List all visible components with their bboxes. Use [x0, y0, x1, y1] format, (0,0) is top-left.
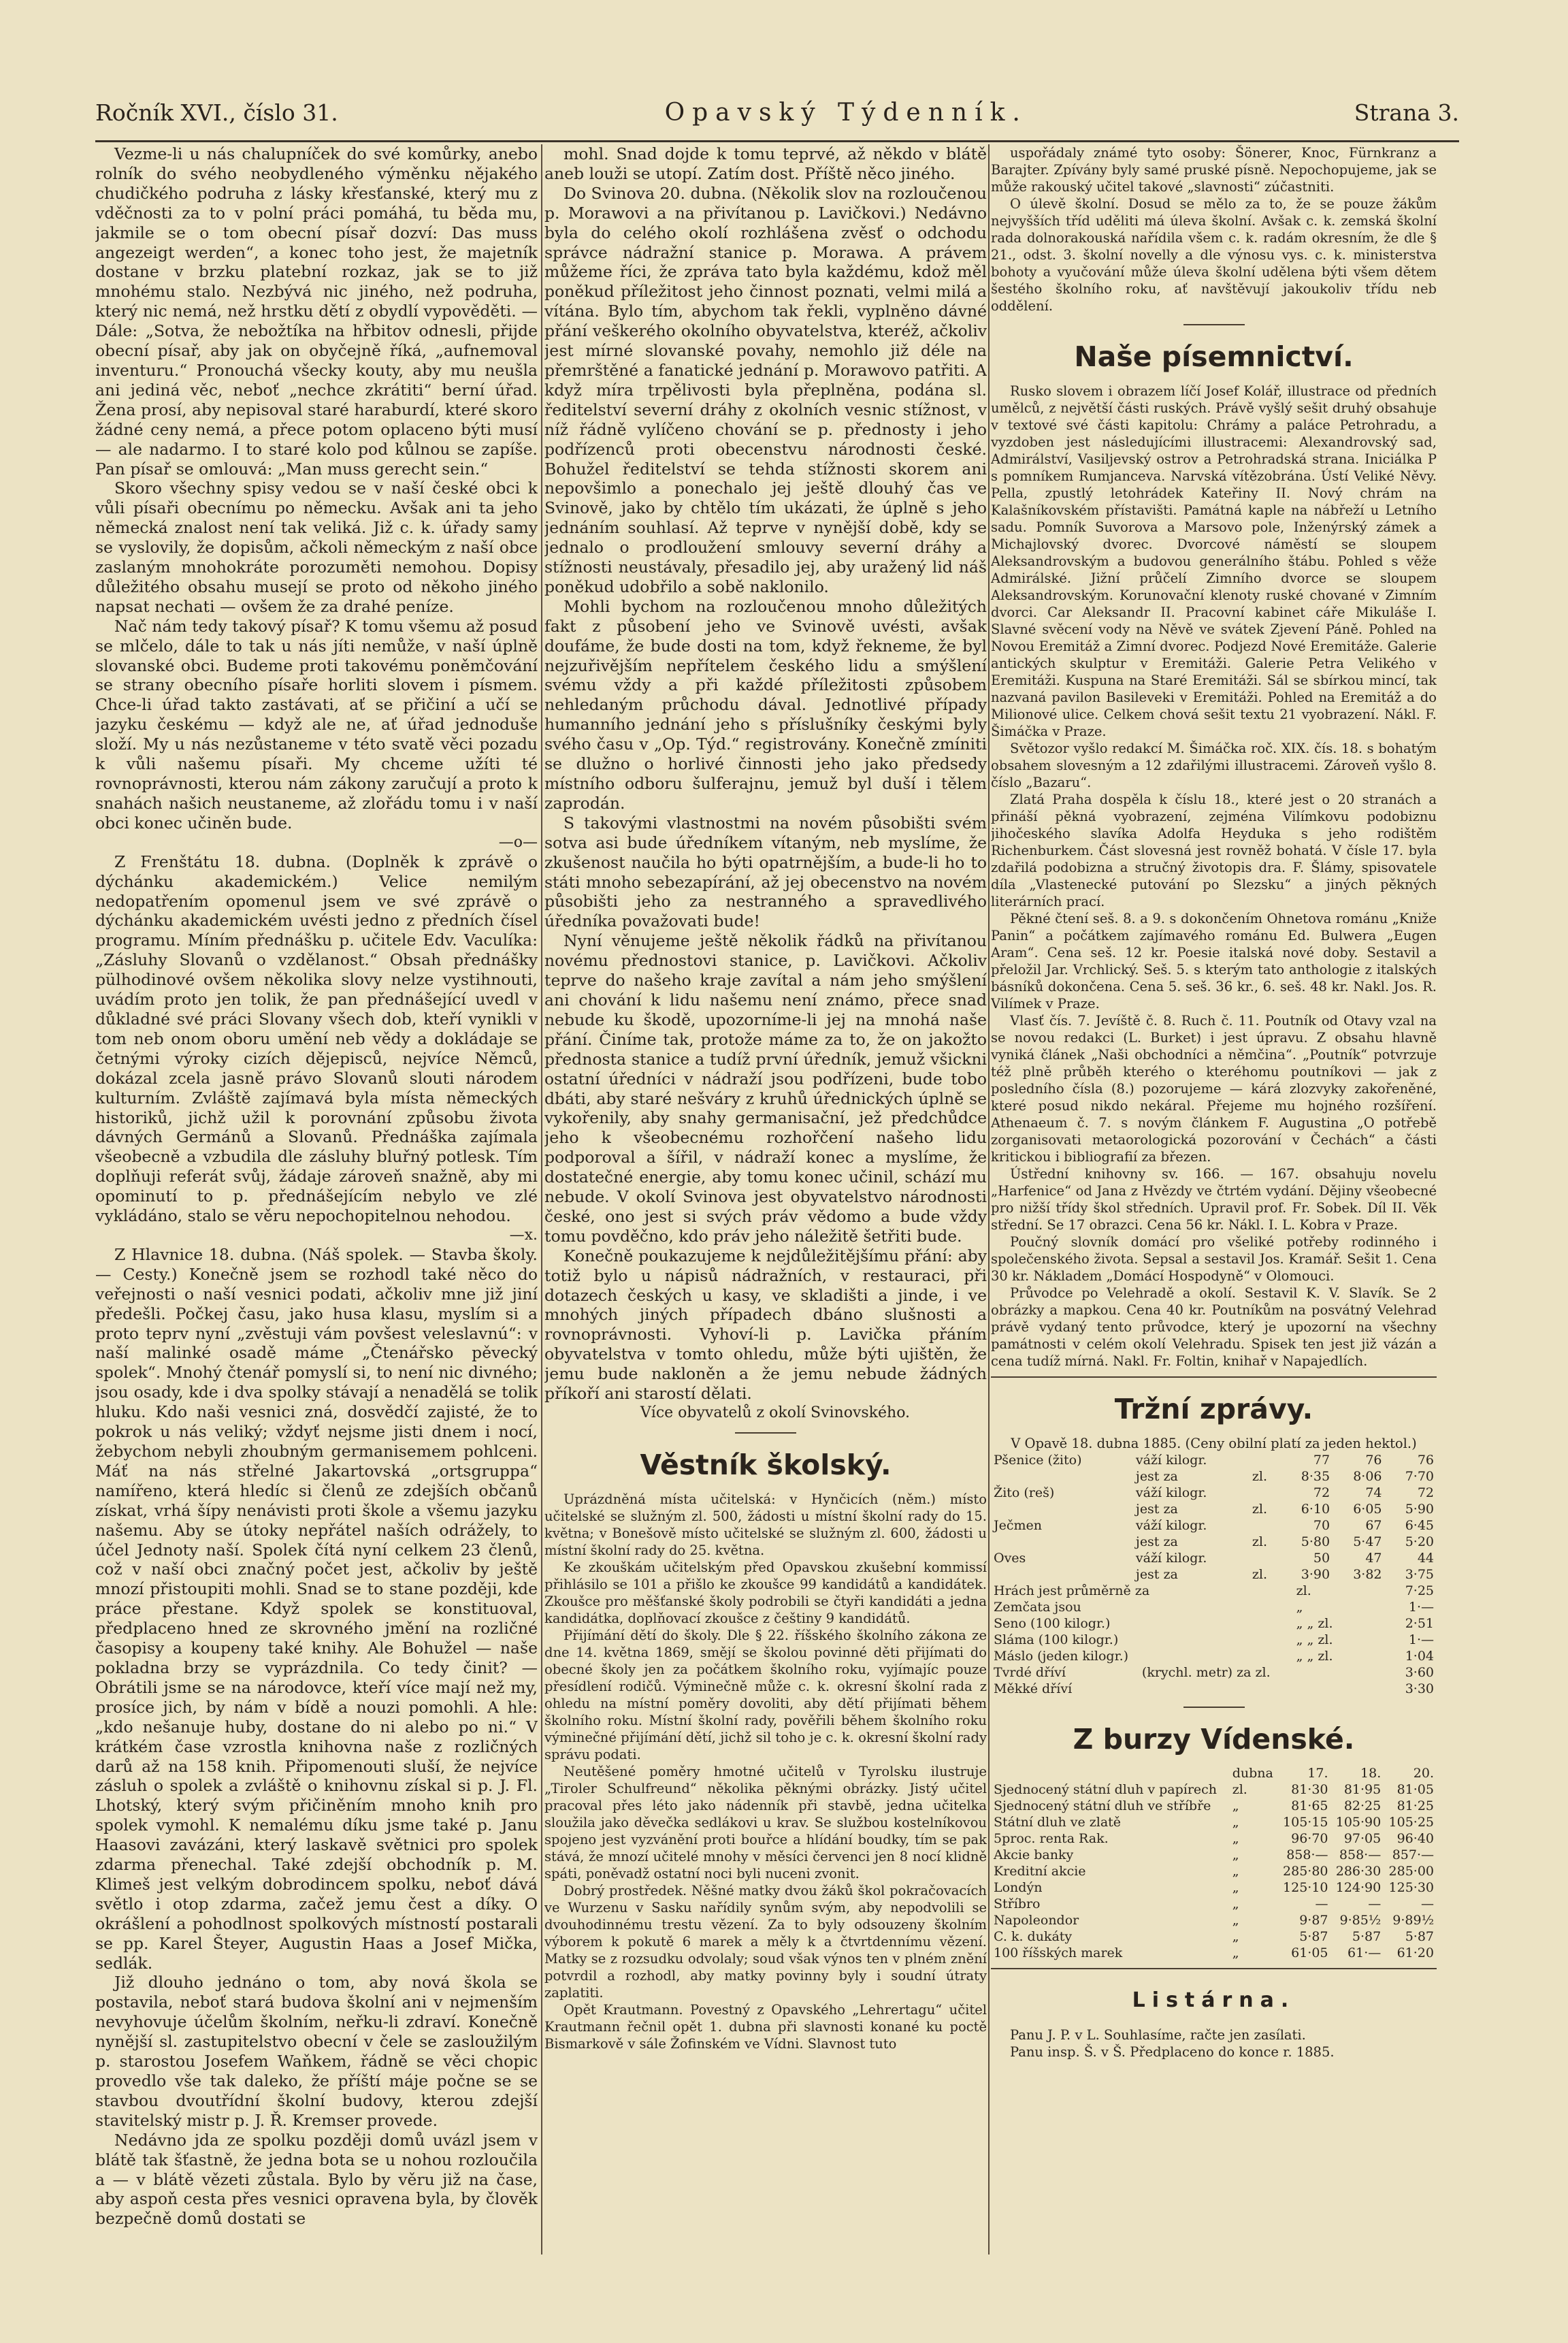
vestnik-item: Přijímání dětí do školy. Dle § 22. říšského školního zákona ze dne 14. května 1869, smějí se školou povinné děti přijímati do obecné školy jen za počátkem školního roku, vyjímajíc pouze přesídlení rodičů. Výminečně může c. k. okresní školní rada z ohledu na místní poměry dovoliti, aby dětí přijímati během školního roku. Místní školní rady, pověřili během školního roku výminečné přijímání dětí, jichž sil toho je c. k. okresní školní rady správu podati. — [544, 1628, 987, 1762]
vestnik-item: Ke zkouškám učitelským před Opavskou zkušební kommissí přihlásilo se 101 a přišlo ke zkoušce 99 kandidátů a kandidátek. Zkoušce pro měšťanské školy podrobili se čtyři kandidáti a jedna kandidátka, doplňovací zkoušce z češtiny 9 kandidátů. — [544, 1560, 987, 1626]
table-cell: 5·90 — [1405, 1502, 1434, 1517]
table-cell: „ — [1232, 1880, 1239, 1895]
separator — [991, 1968, 1437, 1969]
table-cell: 124·90 — [1335, 1880, 1382, 1895]
table-cell: 61·05 — [1291, 1945, 1328, 1960]
report-svinov: Do Svinova 20. dubna. (Několik slov na rozloučenou p. Morawovi a na přivítanou p. Lavičkovi.) Nedávno byla do celého okolí rozhlášena zvěsť o odchodu správce nádražní stanice p. Morawa. A právem můžeme říci, že zpráva tato byla každému, kdož měl poněkud příležitost jeho činnost poznati, velmi milá a vítána. Bylo tím, abychom tak řekli, vyplněno dávné přání veškerého okolního obyvatelstva, kteréž, ačkoliv jest mírné slovanské povahy, nemohlo již déle na přemrštěné a fanatické jednání p. Morawovo patřiti. A když míra trpělivosti byla přeplněna, podána sl. ředitelství severní dráhy z okolních vesnic stížnost, v níž řádně vylíčeno chování se p. přednosty i jeho podřízenců proti obecenstvu národnosti české. Bohužel ředitelství se tehda stížnosti skorem ani nepovšimlo a ponechalo jej ještě dlouhý čas ve Svinově, jako by chtělo tím ukázati, že úplně s jeho jednáním souhlasí. Až teprve v nynější době, kdy se jednalo o prodloužení smlouvy severní dráhy a stížnosti neustávaly, přesadilo jej, aby uražený lid náš poněkud udobřilo a sobě naklonilo. — [544, 183, 987, 596]
table-row — [991, 1681, 1437, 1697]
table-cell: 857·— — [1392, 1847, 1434, 1862]
table-cell: váží kilogr. — [1135, 1453, 1207, 1468]
table-cell: 5·87 — [1352, 1929, 1382, 1944]
table-cell: Akcie banky — [994, 1847, 1074, 1862]
table-cell: zl. — [1232, 1782, 1247, 1797]
table-row — [991, 1798, 1437, 1814]
table-cell: Kreditní akcie — [994, 1864, 1086, 1879]
table-cell: jest za — [1135, 1534, 1178, 1549]
literature-item: Vlasť čís. 7. Jevíště č. 8. Ruch č. 11. Poutník od Otavy vzal na se novou redakci (L. Burket) i jest úpravu. Z obsahu hlavně vyniká článek „Naši obchodníci a němčina“. „Poutník“ potvrzuje též plně průběh kterého o kteréhomu poutníkovi — jak z posledního čísla (8.) pozorujeme — kárá zlozvyky zakořeněné, které posud nikdo nekáral. Přejeme mu hojného rozšíření. Athenaeum č. 7. s novým článkem F. Augustina „O potřebě zorganisovati metaorologická pozorování v Čechách“ a části kritickou i bibliografií za březen. — [991, 1013, 1437, 1165]
table-cell: 3·30 — [1405, 1681, 1434, 1696]
literature-item: Zlatá Praha dospěla k číslu 18., které jest o 20 stranách a přináší pěkná vyobrazení, zejména Vilímkovu podobiznu jihočeského slavíka Adolfa Heyduka s jeho rodištěm Richenburkem. Část slovesná jest rovněž bohatá. V čísle 17. byla zdařilá podobizna a stručný životopis dra. F. Šlámy, spisovatele díla „Vlastenecké putování po Slezsku“ a jiných pěkných literárních prací. — [991, 792, 1437, 909]
table-cell: 100 říšských marek — [994, 1945, 1123, 1960]
table-cell: váží kilogr. — [1135, 1518, 1207, 1533]
table-cell: 3·75 — [1405, 1567, 1434, 1582]
table-row — [991, 1781, 1437, 1798]
table-cell: 3·82 — [1353, 1567, 1382, 1582]
paragraph: Nedávno jda ze spolku později domů uvázl jsem v blátě tak šťastně, že jedna bota se u nohou rozloučila a — v blátě vězeti zůstala. Bylo by věru již na čase, aby aspoň cesta přes vesnici opravena byla, by člověk bezpečně domů dostati se — [95, 2130, 538, 2229]
table-cell: 8·06 — [1353, 1469, 1382, 1484]
table-cell: 285·80 — [1283, 1864, 1328, 1879]
table-cell: jest za — [1135, 1567, 1178, 1582]
table-cell: dubna — [1232, 1766, 1273, 1781]
table-row — [991, 1912, 1437, 1928]
table-cell: Stříbro — [994, 1896, 1041, 1911]
table-cell: — — [1368, 1896, 1382, 1911]
separator — [991, 1376, 1437, 1378]
volume-number: Ročník XVI., číslo 31. — [95, 99, 338, 126]
table-cell: „ — [1232, 1913, 1239, 1928]
column-2 — [544, 144, 987, 2258]
report-hlavnice: Z Hlavnice 18. dubna. (Náš spolek. — Stavba školy. — Cesty.) Konečně jsem se rozhodl také něco do veřejnosti o naší vesnici podati, ačkoliv mne již jiní předešli. Počkej času, jako husa klasu, myslím si a proto teprv nyní „zvěstuji vám povšest veleslavnú“: v naší malinké osadě máme „Čtenářsko pěvecký spolek“. Mnohý čtenář pomyslí si, to není nic divného; jsou osady, kde i dva spolky stávají a nenadělá se tolik hluku. Kdo naši vesnici zná, dosvědčí zajisté, že to pokrok u nás veliký; vždyť nejsme jisti dnem i nocí, žebychom nebyli zhoubným germanisemem pohlceni. Máť na nás střelné Jakartovská „ortsgruppa“ namířeno, která hledíc si členů ze zdejších občanů získat, vrhá šípy nenávisti proti škole a všemu jazyku našemu. Aby se útoky nepřátel naších odrážely, to účel Jednoty naší. Spolek čítá nyní celkem 23 členů, což v naší obci značný počet jest, ačkoliv by ještě mnozí přistoupiti mohli. Snad se to stane později, kde práce přestane. Když spolek se konstituoval, předplaceno hned ze skrovného jmění na rozličné časopisy a koupeny také knihy. Ale Bohužel — naše pokladna brzy se vyprázdnila. Co tedy činit? — Obrátili jsme se na národovce, kteří více mají než my, prosíce jich, by nám v bídě a nouzi pomohli. A hle: „kdo nešanuje huby, dostane do ni alebo po ni.“ V krátkém čase vzrostla knihovna naše z rozličných darů až na 158 knih. Připomenouti sluší, že nejvíce zásluh o spolek a zvláště o knihovnu získal si p. J. Fl. Lhotský, který svým přičiněním mnoho knih pro spolek vymohl. K nemalému díku jsme také p. Janu Haasovi zavázáni, který laskavě světnici pro spolek zdarma přenechal. Také zdejší obchodník p. M. Klimeš jest velkým dobrodincem spolku, neboť dává světlo i otop zdarma, začež jemu čest a díky. O okrášlení a pohodlnost spolkových místností postarali se pp. Karel Šteyer, Augustin Haas a Josef Mička, sedlák. — [95, 1244, 538, 1973]
section-heading-pisemnictvi: Naše písemnictví. — [1074, 340, 1354, 373]
table-cell: 81·05 — [1396, 1782, 1434, 1797]
table-cell: Tvrdé dříví — [994, 1665, 1066, 1680]
paragraph: Nyní věnujeme ještě několik řádků na přivítanou novému přednostovi stanice, p. Lavičkovi. Ačkoliv teprve do našeho kraje zavítal a nám jeho smýšlení ani chování k lidu našemu není známo, přece snad nebude ku škodě, upozorníme-li jej na mnohá naše přání. Činíme tak, protože máme za to, že on jakožto přednosta stanice a tudíž první úředník, jemuž všickni ostatní úředníci v nádraží jsou podřízeni, bude tobo dbáti, aby staré nešváry z kruhů úřednických úplně se vykořenily, aby snahy germanisační, jež předchůdce jeho k všeobecnému rozhořčení našeho lidu podporoval a šířil, v nádraží konec a myslíme, že dostatečné energie, aby tomu konec učinil, schází mu nebude. V okolí Svinova jest obyvatelstvo národnosti české, ono jest si svých práv vědomo a bude vždy tomu povděčno, kdo práv jeho náležitě šetřiti bude. — [544, 931, 987, 1246]
table-cell: „ — [1232, 1798, 1239, 1813]
newspaper-title: Opavský Týdenník. — [664, 98, 1028, 127]
table-cell: 72 — [1313, 1485, 1330, 1500]
table-cell: 72 — [1417, 1485, 1434, 1500]
table-row — [991, 1501, 1437, 1517]
paragraph: O úlevě školní. Dosud se mělo za to, že se pouze žákům nejvyšších tříd uděliti má úleva školní. Avšak c. k. zemská školní rada dolnorakouská nařídila všem c. k. radám okresním, že dle § 21., odst. 3. školní novelly a dle výnosu vys. c. k. ministerstva bohoty a vyučování může úleva školní udělena býti všem dětem šestého školního roku, ať navštěvují jakoukoliv třídu neb oddělení. — [991, 196, 1437, 314]
table-row — [991, 1452, 1437, 1468]
table-row — [991, 1632, 1437, 1648]
table-cell: zl. — [1296, 1583, 1311, 1598]
table-cell: Máslo (jeden kilogr.) — [994, 1649, 1129, 1664]
table-cell — [991, 1765, 1230, 1781]
table-cell: — — [1315, 1896, 1328, 1911]
table-cell: 7·25 — [1405, 1583, 1434, 1598]
letter-note: Panu J. P. v L. Souhlasíme, račte jen zasílati. — [1010, 2027, 1306, 2043]
table-cell — [991, 1566, 1133, 1583]
table-row — [991, 1615, 1437, 1632]
other-price-table — [991, 1583, 1437, 1664]
separator — [735, 1432, 796, 1434]
table-cell: 105·25 — [1388, 1815, 1434, 1830]
table-row — [991, 1550, 1437, 1566]
table-row — [991, 1566, 1437, 1583]
table-cell: 76 — [1417, 1453, 1434, 1468]
table-cell: Zemčata jsou — [994, 1600, 1081, 1615]
section-heading-burza: Z burzy Vídenské. — [1073, 1723, 1355, 1756]
table-cell: 70 — [1313, 1518, 1330, 1533]
table-cell: zl. — [1252, 1469, 1267, 1484]
table-cell: 8·35 — [1301, 1469, 1330, 1484]
paragraph: Skoro všechny spisy vedou se v naší české obci k vůli písaři obecnímu po německu. Avšak ani ta jeho německá znalost není tak veliká. Již c. k. úřady samy se vyslovily, že dopisům, ačkoli německým z naší obce zaslaným mnohokráte porozuměti nemohou. Dopisy důležitého obsahu musejí se proto od někoho jiného napsat nechati — ovšem že za drahé peníze. — [95, 479, 538, 616]
table-cell: 17. — [1307, 1766, 1328, 1781]
table-row — [991, 1879, 1437, 1896]
table-cell: 20. — [1413, 1766, 1434, 1781]
table-row — [991, 1517, 1437, 1534]
table-row — [991, 1847, 1437, 1863]
column-divider — [541, 144, 542, 2255]
table-cell: 125·30 — [1388, 1880, 1434, 1895]
section-heading-vestnik: Věstník školský. — [640, 1449, 892, 1481]
paragraph: mohl. Snad dojde k tomu teprvé, až někdo v blátě aneb louži se utopí. Zatím dost. Příště něco jiného. — [544, 144, 987, 183]
table-cell: 6·45 — [1405, 1518, 1434, 1533]
table-cell: zl. — [1252, 1502, 1267, 1517]
grain-price-table — [991, 1452, 1437, 1583]
table-cell: Sjednocený státní dluh ve stříbře — [994, 1798, 1211, 1813]
table-cell: 9·89½ — [1392, 1913, 1434, 1928]
column-divider — [988, 144, 990, 2255]
table-cell: 67 — [1365, 1518, 1382, 1533]
paragraph: S takovými vlastnostmi na novém působišti svém sotva asi bude úředníkem vítaným, neb myslíme, že zkušenost naučila ho býti opatrnějším, a bude-li ho to státi mnoho sebezapírání, až jej obecenstvo na novém působišti jeho za nestranného a spravedlivého úředníka považovati bude! — [544, 813, 987, 931]
table-cell: Státní dluh ve zlatě — [994, 1815, 1122, 1830]
table-row — [991, 1534, 1437, 1550]
paragraph: uspořádaly známé tyto osoby: Šönerer, Knoc, Fürnkranz a Barajter. Zpívány byly samé pruské písně. Nepochopujeme, jak se může rakouský učitel takové „slavnosti“ zúčastniti. — [991, 145, 1437, 195]
table-cell: „ — [1232, 1945, 1239, 1960]
table-cell: zl. — [1252, 1534, 1267, 1549]
vestnik-item: Uprázdněná místa učitelská: v Hynčicích (něm.) místo učitelské se služným zl. 500, žádosti u místní školní rady do 15. května; v Bonešově místo učitelské se služným zl. 600, žádosti u místní školní rady do 25. května. — [544, 1491, 987, 1558]
table-cell: Měkké dříví — [994, 1681, 1073, 1696]
table-cell: 81·95 — [1343, 1782, 1382, 1797]
table-cell: — — [1421, 1896, 1434, 1911]
table-cell: 74 — [1365, 1485, 1382, 1500]
table-cell: Sjednocený státní dluh v papírech — [994, 1782, 1218, 1797]
table-cell: 3·60 — [1405, 1665, 1434, 1680]
table-cell: 125·10 — [1283, 1880, 1328, 1895]
wood-price-table — [991, 1664, 1437, 1697]
table-cell: Napoleondor — [994, 1913, 1079, 1928]
table-cell: 81·65 — [1291, 1798, 1328, 1813]
table-cell — [1250, 1517, 1281, 1534]
table-cell — [991, 1468, 1133, 1485]
vestnik-item: Opět Krautmann. Povestný z Opavského „Lehrertagu“ učitel Krautmann řečnil opět 1. dubna při slavnosti konané ku poctě Bismarkově v sále Žofinském ve Vídni. Slavnost tuto — [544, 2002, 987, 2052]
table-cell: 61·— — [1348, 1945, 1382, 1960]
table-cell: „ — [1232, 1929, 1239, 1944]
table-cell: „ — [1232, 1896, 1239, 1911]
table-cell: 9·85½ — [1339, 1913, 1382, 1928]
table-cell: 96·40 — [1396, 1831, 1434, 1846]
table-cell: 61·20 — [1396, 1945, 1434, 1960]
literature-item: Pěkné čtení seš. 8. a 9. s dokončením Ohnetova románu „Kniže Panin“ a počátkem zajímavého románu Ed. Bulwera „Eugen Aram“. Cena seš. 12 kr. Poesie italská nové doby. Sestavil a přeložil Jar. Vrchlický. Seš. 5. s kterým tato anthologie z italských básníků dokončena. Cena 5. seš. 36 kr., 6. seš. 48 kr. Nakl. Jos. R. Vilímek v Praze. — [991, 911, 1437, 1012]
table-cell — [1250, 1550, 1281, 1566]
page-number: Strana 3. — [1354, 99, 1459, 126]
signature: —o— — [498, 833, 538, 851]
table-cell: „ — [1232, 1831, 1239, 1846]
exchange-table — [991, 1765, 1437, 1961]
separator — [1183, 324, 1245, 325]
page-header — [95, 88, 1459, 136]
table-cell: 81·25 — [1396, 1798, 1434, 1813]
table-cell: 18. — [1360, 1766, 1382, 1781]
table-cell: váží kilogr. — [1135, 1485, 1207, 1500]
literature-item: Poučný slovník domácí pro všeliké potřeby rodinného i společenského života. Sepsal a sestavil Jos. Kramář. Sešit 1. Cena 30 kr. Nákladem „Domácí Hospodyně“ v Olomouci. — [991, 1234, 1437, 1284]
table-cell: 96·70 — [1291, 1831, 1328, 1846]
table-cell: „ — [1232, 1847, 1239, 1862]
table-row — [991, 1664, 1437, 1681]
report-frenstat: Z Frenštátu 18. dubna. (Doplněk k zprávě o dýchánku akademickém.) Velice nemilým nedopatřením opomenul jsem ve své zprávě o dýchánku akademickém uvésti jedno z předních čísel programu. Míním přednášku p. učitele Edv. Vaculíka: „Zásluhy Slovanů o vzdělanost.“ Obsah přednášky pülhodinové ovšem několika slovy nelze vystihnouti, uvádím proto jen tolik, že pan přednášející uvedl v důkladné své práci Slovany všech dob, kteří vynikli v tom neb onom oboru umění neb vědy a dokládaje se četnými výroky cizích dějepisců, nejvíce Němců, dokázal zcela jasně právo Slovanů slouti národem kulturním. Zvláště zajímavá byla místa německých historiků, jichž užil k porovnání způsobu života dávných Germánů a Slovanů. Přednáška zajímala všeobecně a vzbudila dle zásluhy bluřný potlesk. Tím doplňuji referát svůj, žádaje zároveň snažně, aby mi opominutí to p. přednášejícím nebylo ve zlé vykládáno, stalo se věru nepochopitelnou nehodou. — [95, 852, 538, 1226]
table-row — [991, 1468, 1437, 1485]
table-row — [991, 1648, 1437, 1664]
literature-item: Rusko slovem i obrazem líčí Josef Kolář, illustrace od předních umělců, z největší části ruských. Právě vyšlý sešit druhý obsahuje v textové své části kapitolu: Chrámy a paláce Petrohradu, a vyzdoben jest následujícími illustracemi: Alexandrovský sad, Admirálství, Vasiljevský ostrov a Petrohradská strana. Iniciálka P s pomníkem Rumjanceva. Narvská vítězobrána. Ústí Veliké Něvy. Pella, zpustlý letohrádek Kateřiny II. Nový chrám na Kalašníkovském přístavišti. Památná kaple na nábřeží u Letního sadu. Pomník Suvorova a Marsovo pole, Inženýrský zámek a Michajlovský dvorec. Dvorcové náměstí se sloupem Aleksandrovským a budovou generálního štábu. Pohled s věže Admirálské. Jižní průčelí Zimního dvorce se sloupem Aleksandrovským. Korunovační klenoty ruské chované v Zimním dvorci. Car Aleksandr II. Pracovní kabinet cáře Mikuláše I. Slavné svěcení vody na Něvě ve svátek Zjevení Páně. Pohled na Novou Eremitáž a Zimní dvorec. Podjezd Nové Eremitáže. Galerie antických skulptur v Eremitáži. Galerie Petra Velikého v Eremitáži. Kuspuna na Staré Eremitáži. Sál se sbírkou mincí, tak nazvaná pavilon Basileveki v Eremitáži. Pohled na Eremitáž a do Milionové ulice. Celkem chová sešit textu 21 vyobrazení. Nákl. F. Šimáčka v Praze. — [991, 383, 1437, 739]
signature: —x. — [509, 1226, 538, 1244]
table-cell: Sláma (100 kilogr.) — [994, 1632, 1119, 1647]
table-cell: 5·80 — [1301, 1534, 1330, 1549]
table-cell: 44 — [1417, 1551, 1434, 1566]
table-cell: Seno (100 kilogr.) — [994, 1616, 1111, 1631]
section-heading-listarna: Listárna. — [1132, 1988, 1296, 2012]
table-cell: 6·05 — [1353, 1502, 1382, 1517]
literature-item: Světozor vyšlo redakcí M. Šimáčka roč. XIX. čís. 18. s bohatým obsahem slovesným a 12 zdařilými illustracemi. Zároveň vyšlo 8. číslo „Bazaru“. — [991, 741, 1437, 790]
paragraph: Nač nám tedy takový písař? K tomu všemu až posud se mlčelo, dále to tak u nás jíti nemůže, v naší úplně slovanské obci. Budeme proti takovému poněmčování se strany obecního písaře horliti slovem i písmem. Chce-li úřad takto zastávati, ať se přičiní a učí se jazyku českému — když ale ne, ať úřad jednoduše složí. My u nás nezůstaneme v této svatě věci pozadu k vůli našemu písaři. My chceme užíti té rovnoprávnosti, kterou nám zákony zaručují a proto k snahách našich neustaneme, až zlořádu tomu i v naší obci konec učiněn bude. — [95, 616, 538, 833]
table-row — [991, 1945, 1437, 1961]
table-cell: 47 — [1365, 1551, 1382, 1566]
market-intro: V Opavě 18. dubna 1885. (Ceny obilní platí za jeden hektol.) — [1011, 1436, 1417, 1451]
paragraph: Konečně poukazujeme k nejdůležitějšímu přání: aby totiž bylo u nápisů nádražních, v restauraci, při dotazech českých u kasy, ve skladišti a jinde, i ve mnohých jiných případech dbáno slušnosti a rovnoprávnosti. Vyhoví-li p. Lavička přáním obyvatelstva v tomto ohledu, může býti ujištěn, že jemu bude nakloněn a že jemu nebude žádných příkoří ani starostí dělati. — [544, 1246, 987, 1404]
table-cell: (krychl. metr) za zl. — [1141, 1665, 1271, 1680]
table-cell: 3·90 — [1301, 1567, 1330, 1582]
table-cell: „ — [1296, 1600, 1303, 1615]
table-header-row — [991, 1765, 1437, 1781]
table-cell: Hrách jest průměrně za — [994, 1583, 1150, 1598]
table-cell: 81·30 — [1291, 1782, 1328, 1797]
table-cell: „ „ zl. — [1296, 1649, 1333, 1664]
table-row — [991, 1599, 1437, 1615]
table-cell: Oves — [994, 1551, 1026, 1566]
column-1 — [95, 144, 538, 2258]
table-cell: váží kilogr. — [1135, 1551, 1207, 1566]
header-rule — [95, 140, 1459, 142]
table-row — [991, 1485, 1437, 1501]
table-row — [991, 1863, 1437, 1879]
table-cell — [1250, 1485, 1281, 1501]
separator — [1183, 1707, 1245, 1708]
table-cell: 5proc. renta Rak. — [994, 1831, 1109, 1846]
table-cell — [1250, 1452, 1281, 1468]
table-row — [991, 1583, 1437, 1599]
table-cell: C. k. dukáty — [994, 1929, 1073, 1944]
table-row — [991, 1814, 1437, 1830]
table-cell: Londýn — [994, 1880, 1043, 1895]
table-cell: 286·30 — [1335, 1864, 1382, 1879]
table-cell: 76 — [1365, 1453, 1382, 1468]
table-cell: 5·20 — [1405, 1534, 1434, 1549]
table-row — [991, 1896, 1437, 1912]
vestnik-section — [544, 1491, 987, 2052]
table-cell: Pšenice (žito) — [994, 1453, 1082, 1468]
table-cell: 1·— — [1408, 1632, 1434, 1647]
signature: Více obyvatelů z okolí Svinovského. — [640, 1404, 911, 1421]
vestnik-item: Dobrý prostředek. Něšné matky dvou žáků škol pokračovacích ve Wurzenu v Sasku nařídily synům svým, aby nepodvolili se dvouhodinnému trestu vězení. Za to byly odsouzeny školním výborem k pokutě 6 marek a měly k a čtvrtdennímu vězení. Matky se z rozsudku odvolaly; soud však výnos ten v plném znění potvrdil a rozhodl, aby matky povinny byly i soudní útraty zaplatiti. — [544, 1883, 987, 2001]
table-cell: 2·51 — [1405, 1616, 1434, 1631]
section-heading-trzni: Tržní zprávy. — [1114, 1393, 1313, 1425]
literature-item: Ústřední knihovny sv. 166. — 167. obsahuju novelu „Harfenice“ od Jana z Hvězdy ve čtrtém vydání. Dějiny všeobecné pro nižší třídy škol středních. Upravil prof. Fr. Sobek. Díl II. Věk střední. Se 17 obrazci. Cena 56 kr. Nákl. I. L. Kobra v Praze. — [991, 1166, 1437, 1233]
table-cell: „ — [1232, 1864, 1239, 1879]
table-cell: 5·87 — [1299, 1929, 1328, 1944]
table-cell: 50 — [1313, 1551, 1330, 1566]
table-cell: 6·10 — [1301, 1502, 1330, 1517]
table-cell: 77 — [1313, 1453, 1330, 1468]
table-cell: 5·47 — [1353, 1534, 1382, 1549]
table-cell: „ „ zl. — [1296, 1632, 1333, 1647]
vestnik-item: Neutěšené poměry hmotné učitelů v Tyrolsku ilustruje „Tiroler Schulfreund“ několika pěknými obrázky. Jistý učitel pracoval přes léto jako nádenník při stavbě, jedna učitelka sloužila jako děvečka sedlákovi u krav. Se službou kostelníkovou spojeno jest vyzvánění proti bouřce a hlídání boudky, tím se pak stává, že mnozí učitelé mnohy v měsíci červenci jen 8 nocí klidně spáti, poněvadž ostatní noci byli nuceni zvonit. — [544, 1764, 987, 1881]
paragraph: Vezme-li u nás chalupníček do své komůrky, anebo rolník do svého neobydleného výměnku nějakého chudičkého podruha z lásky křesťanské, který mu z vděčnosti za to v polní práci pomáhá, tu běda mu, jakmile se o tom obecní písař dozví: Das muss angezeigt werden“, a konec toho jest, že majetník dostane v brzku platební rozkaz, jak se to již mnohému stalo. Nezbývá nic jiného, než podruha, který nic nemá, než hrstku dětí z obydlí vypověděti. — Dále: „Sotva, že nebožtíka na hřbitov odnesli, přijde obecní písař, aby jak on obyčejně říká, „aufnemoval inventuru.“ Pronouchá všecky kouty, aby mu neušla ani jediná věc, neboť „nechce zkrátiti“ berní úřad. Žena prosí, aby nepisoval staré haraburdí, které skoro žádné ceny nemá, a přece potom oplaceno býti musí — ale nadarmo. I to staré kolo pod kůlnou se zapíše. Pan písař se omlouvá: „Man muss gerecht sein.“ — [95, 144, 538, 479]
table-cell: jest za — [1135, 1502, 1178, 1517]
table-cell: „ „ zl. — [1296, 1616, 1333, 1631]
table-cell: 105·90 — [1335, 1815, 1382, 1830]
paragraph: Již dlouho jednáno o tom, aby nová škola se postavila, neboť stará budova školní ani v nejmenším nevyhovuje účelům školním, neřku-li zdraví. Konečně nynější sl. zastupitelstvo obecní v čele se zasloužilým p. starostou Josefem Waňkem, řádně se věci chopic provedlo vše tak daleko, že příští máje počne se se stavbou dvoutřídní školní budovy, kterou zdejší stavitelský mistr p. J. Ř. Kremser provede. — [95, 1973, 538, 2130]
table-cell — [1139, 1681, 1376, 1697]
paragraph: Mohli bychom na rozloučenou mnoho důležitých fakt z působení jeho ve Svinově uvésti, avšak doufáme, že bude dosti na tom, když řekneme, že byl nejzuřivějším nepřítelem českého lidu a smýšlení svému vždy a při každé příležitosti způsobem nehledaným průchodu dával. Jednotlivé případy humanního jednání jeho s příslušníky českými byly svého času v „Op. Týd.“ registrovány. Konečně zmíniti se dlužno o horlivé činnosti jeho jako předsedy místního odboru šulferajnu, jemuž byl duší i tělem zaprodán. — [544, 596, 987, 813]
table-cell: zl. — [1252, 1567, 1267, 1582]
table-cell: „ — [1232, 1815, 1239, 1830]
table-cell: 7·70 — [1405, 1469, 1434, 1484]
table-cell: 858·— — [1339, 1847, 1382, 1862]
table-cell: 9·87 — [1299, 1913, 1328, 1928]
table-cell: 105·15 — [1283, 1815, 1328, 1830]
table-row — [991, 1928, 1437, 1945]
table-cell: 1·04 — [1405, 1649, 1434, 1664]
table-cell: 82·25 — [1343, 1798, 1382, 1813]
table-cell: 1·— — [1408, 1600, 1434, 1615]
table-cell: jest za — [1135, 1469, 1178, 1484]
table-cell: 5·87 — [1405, 1929, 1434, 1944]
table-cell — [991, 1501, 1133, 1517]
literature-item: Průvodce po Velehradě a okolí. Sestavil K. V. Slavík. Se 2 obrázky a mapkou. Cena 40 kr. Poutníkům na posvátný Velehrad právě vydaný tento průvodce, který je upozorní na všechny památnosti v celém okolí Velehradu. Spisek ten jest již vázán a cena tudíž mírná. Nakl. Fr. Foltin, knihař v Napajedlích. — [991, 1285, 1437, 1369]
table-cell: 97·05 — [1343, 1831, 1382, 1846]
table-cell: Ječmen — [994, 1518, 1042, 1533]
table-row — [991, 1830, 1437, 1847]
column-3 — [991, 144, 1437, 2258]
table-cell: 858·— — [1286, 1847, 1328, 1862]
table-cell: 285·00 — [1388, 1864, 1434, 1879]
table-cell: Žito (reš) — [994, 1485, 1055, 1500]
table-cell — [991, 1534, 1133, 1550]
letter-note: Panu insp. Š. v Š. Předplaceno do konce r. 1885. — [1010, 2044, 1335, 2060]
